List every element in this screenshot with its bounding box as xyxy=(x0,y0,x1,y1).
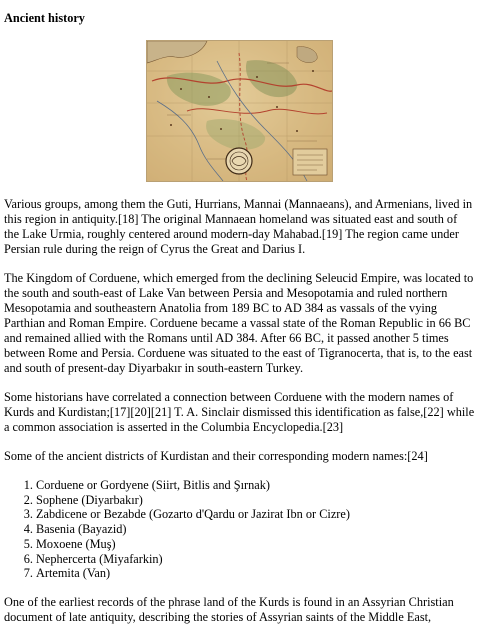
list-item: 5. Moxoene (Muş) xyxy=(36,537,475,552)
map-seal xyxy=(226,148,252,174)
districts-list xyxy=(4,478,475,581)
paragraph-ancient-groups: Various groups, among them the Guti, Hurrians, Mannai (Mannaeans), and Armenians, lived in this region in antiquity.[18] The original Mannaean homeland was situated east and south of the Lake Urmia, roughly centered around modern-day Mahabad.[19] The region came under Persian rule during the reign of Cyrus the Great and Darius I. xyxy=(4,197,473,256)
list-item: 7. Artemita (Van) xyxy=(36,566,475,581)
paragraph-historians: Some historians have correlated a connection between Corduene with the modern names of Kurds and Kurdistan;[17][20][21] T. A. Sinclair dismissed this identification as false,[22] while a common association is asserted in the Columbia Encyclopedia.[23] xyxy=(4,390,475,434)
list-item: 1. Corduene or Gordyene (Siirt, Bitlis and Şırnak) xyxy=(36,478,475,493)
historical-map-image xyxy=(146,40,333,182)
paragraph-districts-intro: Some of the ancient districts of Kurdistan and their corresponding modern names:[24] xyxy=(4,449,428,463)
section-heading: Ancient history xyxy=(4,11,85,25)
list-item: 2. Sophene (Diyarbakır) xyxy=(36,493,475,508)
list-item: 6. Nephercerta (Miyafarkin) xyxy=(36,552,475,567)
paragraph-corduene: The Kingdom of Corduene, which emerged from the declining Seleucid Empire, was located to the south and south-east of Lake Van between Persia and Mesopotamia and ruled northern Mesopotamia and southeastern Anatolia from 189 BC to AD 384 as vassals of the vying Parthian and Roman Empire. Corduene became a vassal state of the Roman Republic in 66 BC and remained allied with the Romans until AD 384. After 66 BC, it passed another 5 times between Rome and Persia. Corduene was situated to the east of Tigranocerta, that is, to the east and south of present-day Diyarbakır in south-eastern Turkey. xyxy=(4,271,474,375)
paragraph-land-of-kurds: One of the earliest records of the phrase land of the Kurds is found in an Assyrian Christian document of late antiquity, describing the stories of Assyrian saints of the Middle East, xyxy=(4,594,454,624)
list-item: 4. Basenia (Bayazid) xyxy=(36,522,475,537)
map-drawing xyxy=(147,41,332,181)
list-item: 3. Zabdicene or Bezabde (Gozarto d'Qardu or Jazirat Ibn or Cizre) xyxy=(36,507,475,522)
